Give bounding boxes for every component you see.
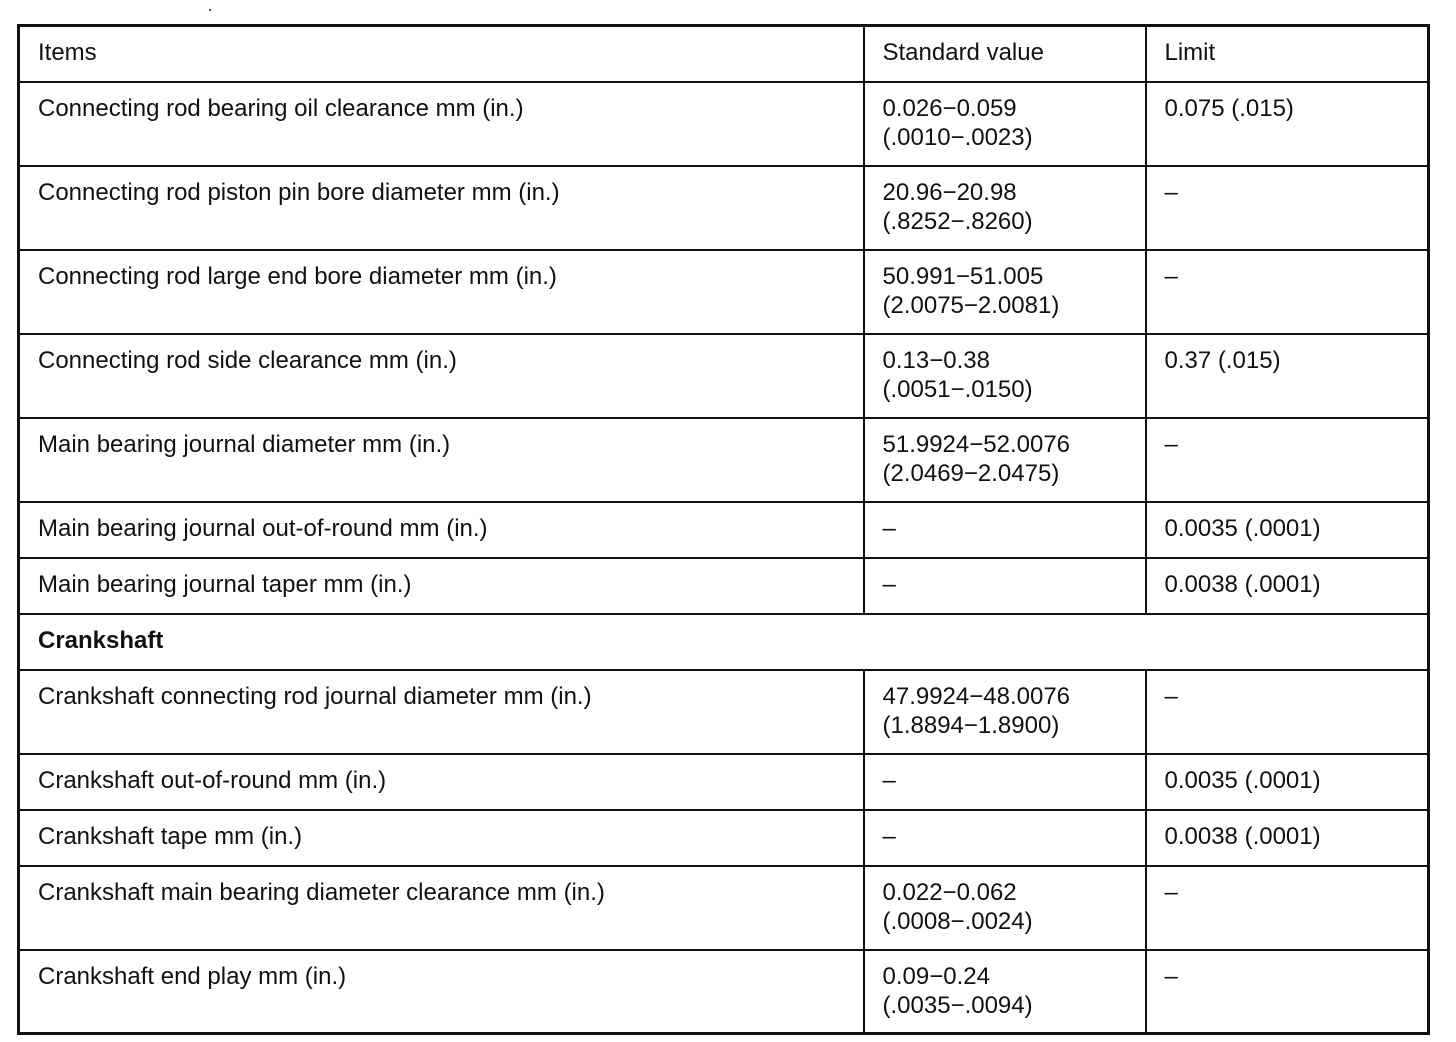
standard-value-mm: 50.991−51.005	[882, 262, 1044, 290]
table-row	[19, 166, 1429, 250]
table-row	[19, 754, 1429, 810]
standard-value-in: (.0008−.0024)	[882, 907, 1033, 935]
table-row	[19, 810, 1429, 866]
standard-value-mm: 0.026−0.059	[882, 94, 1017, 122]
standard-value-in: (.8252−.8260)	[882, 207, 1033, 235]
standard-value-mm: 20.96−20.98	[882, 178, 1017, 206]
limit-cell: 0.075 (.015)	[1146, 82, 1429, 166]
item-cell: Crankshaft out-of-round mm (in.)	[19, 754, 864, 810]
standard-value-in: (2.0075−2.0081)	[882, 291, 1060, 319]
standard-value-cell	[864, 950, 1146, 1034]
item-cell: Connecting rod bearing oil clearance mm (in.)	[19, 82, 864, 166]
standard-value-cell	[864, 670, 1146, 754]
standard-value-in: (2.0469−2.0475)	[882, 459, 1060, 487]
item-cell: Main bearing journal out-of-round mm (in.)	[19, 502, 864, 558]
standard-value-mm: 0.09−0.24	[882, 962, 990, 990]
limit-cell: 0.0038 (.0001)	[1146, 558, 1429, 614]
limit-cell: 0.0038 (.0001)	[1146, 810, 1429, 866]
item-cell: Crankshaft tape mm (in.)	[19, 810, 864, 866]
item-cell: Crankshaft connecting rod journal diameter mm (in.)	[19, 670, 864, 754]
standard-value-in: (.0051−.0150)	[882, 375, 1033, 403]
section-title: Crankshaft	[19, 614, 1429, 670]
table-row	[19, 866, 1429, 950]
standard-value-mm: 47.9924−48.0076	[882, 682, 1071, 710]
table-row	[19, 334, 1429, 418]
item-cell: Main bearing journal diameter mm (in.)	[19, 418, 864, 502]
section-row-crankshaft	[19, 614, 1429, 670]
limit-cell: 0.0035 (.0001)	[1146, 754, 1429, 810]
limit-cell: 0.0035 (.0001)	[1146, 502, 1429, 558]
item-cell: Crankshaft end play mm (in.)	[19, 950, 864, 1034]
standard-value-cell: –	[864, 558, 1146, 614]
item-cell: Connecting rod large end bore diameter mm (in.)	[19, 250, 864, 334]
limit-cell: –	[1146, 950, 1429, 1034]
header-standard-value: Standard value	[864, 26, 1146, 82]
standard-value-cell: –	[864, 810, 1146, 866]
item-cell: Connecting rod piston pin bore diameter mm (in.)	[19, 166, 864, 250]
item-cell: Crankshaft main bearing diameter clearance mm (in.)	[19, 866, 864, 950]
limit-cell: –	[1146, 670, 1429, 754]
specification-table	[17, 24, 1430, 1035]
limit-cell: 0.37 (.015)	[1146, 334, 1429, 418]
standard-value-mm: 0.022−0.062	[882, 878, 1017, 906]
standard-value-cell	[864, 250, 1146, 334]
table-header-row	[19, 26, 1429, 82]
item-cell: Main bearing journal taper mm (in.)	[19, 558, 864, 614]
standard-value-in: (.0010−.0023)	[882, 123, 1033, 151]
header-limit: Limit	[1146, 26, 1429, 82]
limit-cell: –	[1146, 166, 1429, 250]
limit-cell: –	[1146, 250, 1429, 334]
standard-value-cell	[864, 82, 1146, 166]
standard-value-in: (.0035−.0094)	[882, 991, 1033, 1019]
table-row	[19, 250, 1429, 334]
table-row	[19, 950, 1429, 1034]
header-items: Items	[19, 26, 864, 82]
standard-value-mm: 0.13−0.38	[882, 346, 990, 374]
table-row	[19, 502, 1429, 558]
limit-cell: –	[1146, 418, 1429, 502]
item-cell: Connecting rod side clearance mm (in.)	[19, 334, 864, 418]
standard-value-cell	[864, 166, 1146, 250]
standard-value-mm: 51.9924−52.0076	[882, 430, 1071, 458]
standard-value-cell	[864, 866, 1146, 950]
standard-value-cell: –	[864, 754, 1146, 810]
table-row	[19, 558, 1429, 614]
table-row	[19, 82, 1429, 166]
standard-value-cell	[864, 418, 1146, 502]
table-row	[19, 418, 1429, 502]
table-row	[19, 670, 1429, 754]
standard-value-cell: –	[864, 502, 1146, 558]
standard-value-in: (1.8894−1.8900)	[882, 711, 1060, 739]
scan-speck	[209, 9, 211, 11]
standard-value-cell	[864, 334, 1146, 418]
limit-cell: –	[1146, 866, 1429, 950]
